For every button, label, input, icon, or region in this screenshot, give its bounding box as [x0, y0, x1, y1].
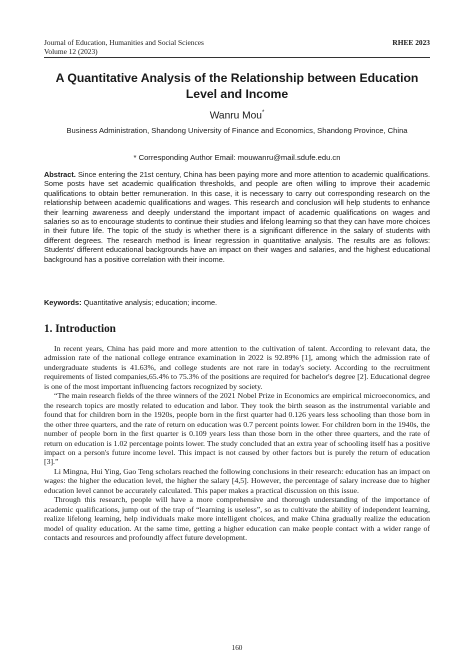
- affiliation: Business Administration, Shandong University of Finance and Economics, Shandong Province, China: [66, 126, 408, 135]
- corresponding-email: * Corresponding Author Email: mouwanru@mail.sdufe.edu.cn: [133, 153, 341, 162]
- paper-title: A Quantitative Analysis of the Relationship between Education Level and Income: [55, 71, 419, 101]
- corresponding-mark: *: [261, 110, 265, 116]
- abstract: [44, 170, 430, 264]
- paragraph: In recent years, China has paid more and more attention to the cultivation of talent. According to relevant data, the admission rate of the national college entrance examination in 2022 is 92.89% [1], among which the admission rate of undergraduate students is 41.63%, and college students are not rare in today's society. According to the recruitment requirements of listed companies,65.4% to 75.3% of the positions are required for bachelor's degree [2]. Educational degree is one of the most important influencing factors recognized by society.: [44, 344, 430, 391]
- keywords-label: Keywords:: [44, 298, 82, 307]
- keywords: [44, 298, 430, 307]
- running-header: [44, 38, 430, 57]
- journal-volume: Volume 12 (2023): [44, 47, 98, 57]
- author-line: [44, 110, 430, 121]
- paragraph: Li Mingna, Hui Ying, Gao Teng scholars reached the following conclusions in their research: education has an impact on wages: the higher the education level, the higher the salary [4,5]. However, the percentage of salary increase due to higher education level cannot be accurately calculated. This paper makes a practical discussion on this issue.: [44, 466, 430, 495]
- journal-abbreviation: RHEE 2023: [392, 38, 430, 47]
- keywords-text: Quantitative analysis; education; income.: [83, 298, 218, 307]
- paragraph: “The main research fields of the three winners of the 2021 Nobel Prize in Economics are empirical microeconomics, and the research topics are mostly related to education and labor. They took the birth season as the instrumental variable and found that for children born in the 1920s, people born in the first quarter had 0.126 years less schooling than those born in the other three quarters, and the rate of return on education was 0.7 percent points lower. For children born in the 1940s, the number of people born in the first quarter is 0.109 years less than those born in the other three quarters, and the rate of return on education is 1.02 percentage points lower. The study concluded that an extra year of schooling itself has a positive impact on a person's future income level. This impact is not caused by other factors but is purely the return of education [3].”: [44, 391, 430, 467]
- introduction-body: [44, 344, 430, 543]
- paragraph: Through this research, people will have a more comprehensive and thorough understanding of the importance of academic qualifications, jump out of the trap of “learning is useless”, so as to cultivate the ability of independent learning, realize lifelong learning, help individuals make more intelligent choices, and make China gradually realize the education model of quality education. At the same time, getting a higher education can make people contact with a wider range of contacts and resources and profoundly affect future development.: [44, 495, 430, 543]
- page-number: 160: [231, 644, 243, 652]
- section-heading-introduction: 1. Introduction: [44, 323, 116, 335]
- journal-name: Journal of Education, Humanities and Social Sciences: [44, 38, 204, 47]
- header-rule: [44, 57, 430, 58]
- abstract-text: Since entering the 21st century, China has been paying more and more attention to academic qualifications. Some posts have set academic qualification thresholds, and people are often willing to improve their academic qualifications to obtain better remuneration. In this case, it is necessary to carry out corresponding research on the relationship between academic qualifications and wages. This research and conclusion will help students to enhance their learning awareness and deeply understand the important impact of academic qualifications on wages and salaries so as to encourage students to continue their studies and lifelong learning so that they can have more choices in their future life. The topic of the study is whether there is a significant difference in the salary of students with different degrees. The research method is linear regression in quantitative analysis. The results are as follows: Students' different educational backgrounds have an impact on their wages and salaries, and the highest educational background has a positive correlation with their income.: [44, 170, 430, 264]
- author-name: Wanru Mou: [209, 110, 262, 122]
- abstract-label: Abstract.: [44, 170, 76, 179]
